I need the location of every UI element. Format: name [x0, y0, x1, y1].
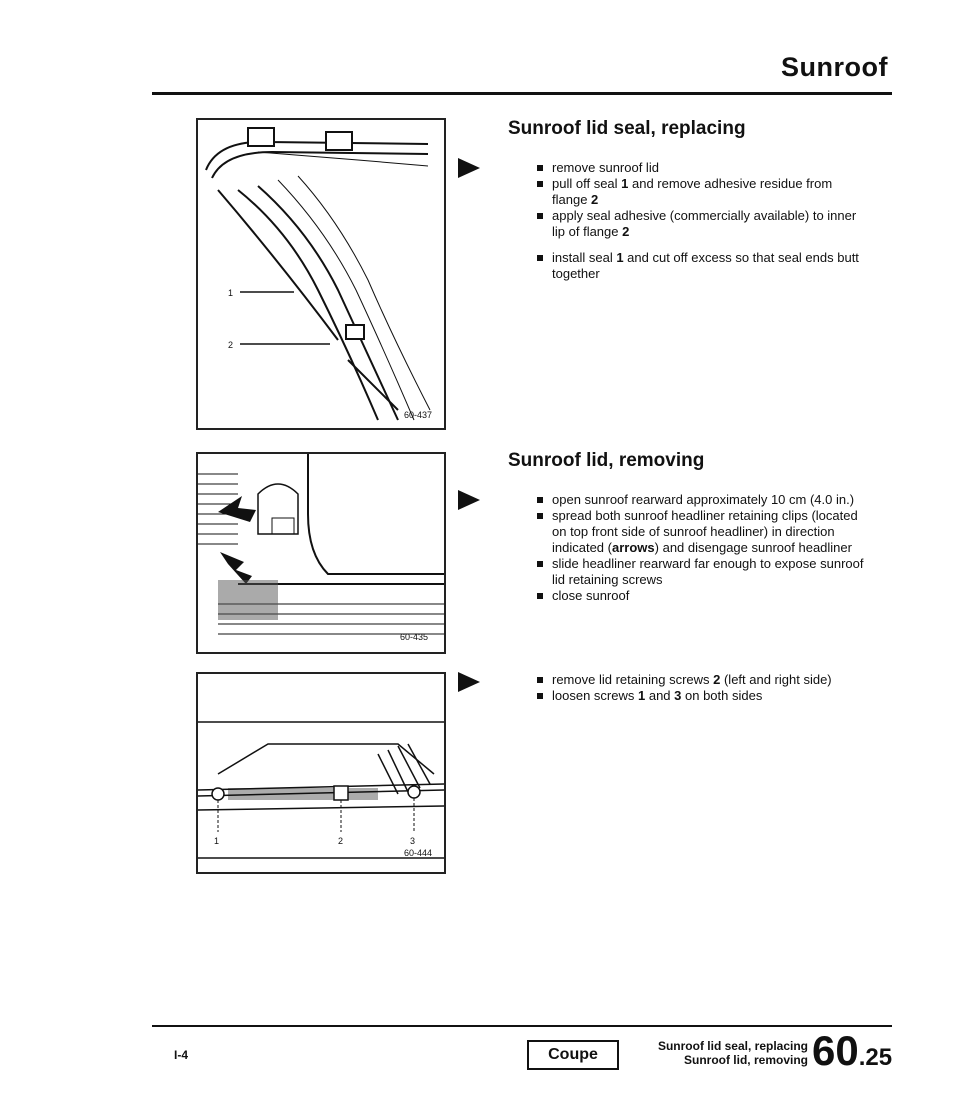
list-item: remove lid retaining screws 2 (left and right side) — [536, 672, 866, 688]
list-item: spread both sunroof headliner retaining clips (located on top front side of sunroof headliner) in direction indicated (arrows) and disengage sunroof headliner — [536, 508, 866, 556]
footer-topic: Sunroof lid seal, replacing — [657, 1039, 808, 1053]
callout-2: 2 — [228, 340, 234, 350]
figure-lid-screws — [196, 672, 446, 874]
callout-1: 1 — [214, 836, 220, 846]
footer-topics — [634, 1039, 808, 1067]
callout-3: 3 — [410, 836, 416, 846]
callout-1: 1 — [228, 288, 234, 298]
header-rule — [152, 92, 892, 95]
list-item: install seal 1 and cut off excess so that seal ends butt together — [536, 250, 866, 282]
list-item: pull off seal 1 and remove adhesive residue from flange 2 — [536, 176, 866, 208]
list-item: apply seal adhesive (commercially available) to inner lip of flange 2 — [536, 208, 866, 240]
model-badge: Coupe — [527, 1040, 619, 1070]
page-number: I-4 — [174, 1048, 189, 1062]
figure-id-label: 60-444 — [404, 848, 433, 858]
list-item: loosen screws 1 and 3 on both sides — [536, 688, 866, 704]
figure-id-label: 60-437 — [404, 410, 433, 420]
section-title: Sunroof lid, removing — [508, 450, 705, 471]
pointer-arrow-icon — [458, 158, 480, 178]
list-item: open sunroof rearward approximately 10 cm (4.0 in.) — [536, 492, 866, 508]
pointer-arrow-icon — [458, 490, 480, 510]
figure-headliner-clips — [196, 452, 446, 654]
footer-rule — [152, 1025, 892, 1027]
section-number-main: 60 — [812, 1027, 859, 1074]
list-item: slide headliner rearward far enough to expose sunroof lid retaining screws — [536, 556, 866, 588]
footer-topic: Sunroof lid, removing — [683, 1053, 808, 1067]
list-item: remove sunroof lid — [536, 160, 866, 176]
figure-seal — [196, 118, 446, 430]
bullet-list — [536, 492, 866, 604]
callout-2: 2 — [338, 836, 344, 846]
pointer-arrow-icon — [458, 672, 480, 692]
list-item: close sunroof — [536, 588, 866, 604]
section-number — [812, 1026, 892, 1083]
bullet-list — [536, 672, 866, 704]
page-title: Sunroof — [781, 52, 888, 82]
section-title: Sunroof lid seal, replacing — [508, 118, 746, 139]
figure-id-label: 60-435 — [400, 632, 429, 642]
bullet-list — [536, 160, 866, 282]
section-number-decimal: .25 — [858, 1044, 893, 1071]
